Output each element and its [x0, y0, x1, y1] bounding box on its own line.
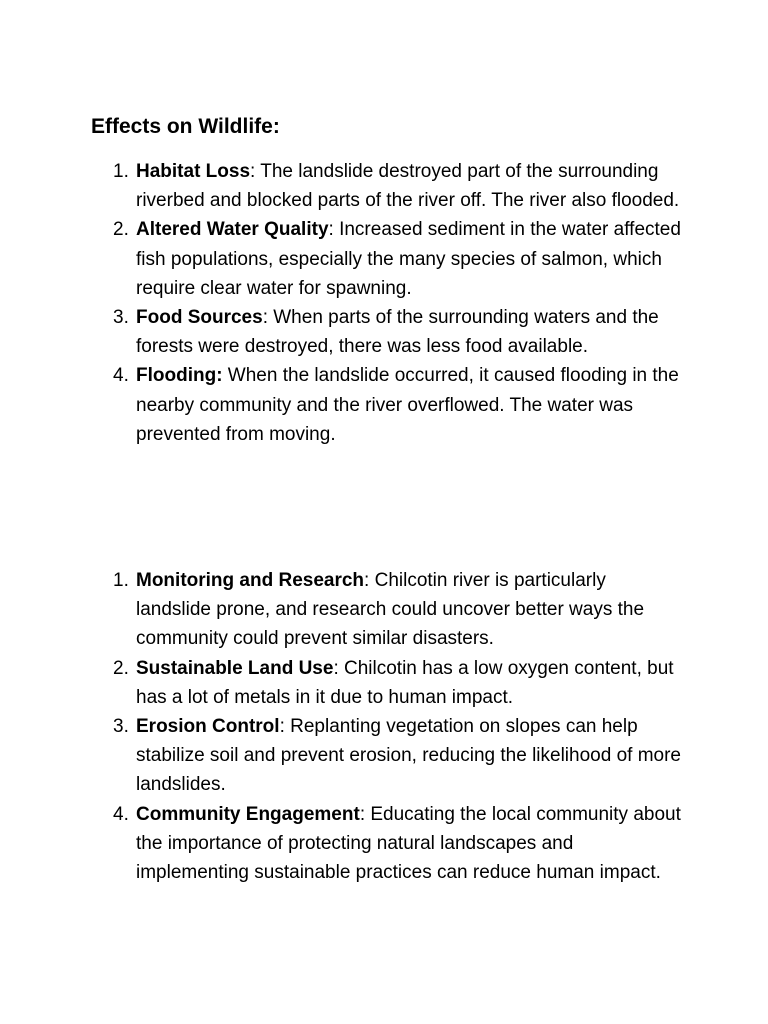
item-text: Chilcotin river is particularly landslide prone, and research could uncover better ways the community could prevent similar disasters.: [136, 570, 645, 650]
item-text: Replanting vegetation on slopes can help stabilize soil and prevent erosion, reducing the likelihood of more landslides.: [136, 716, 681, 796]
item-text: Educating the local community about the importance of protecting natural landscapes and implementing sustainable practices can reduce human impact.: [136, 803, 681, 884]
list-number: 1.: [113, 161, 129, 182]
list-number: 4.: [113, 803, 129, 825]
item-colon: :: [359, 803, 366, 825]
item-colon: :: [328, 219, 334, 241]
list-number: 2.: [113, 657, 129, 679]
item-term: Flooding:: [136, 365, 223, 387]
item-term: Monitoring and Research: [136, 570, 365, 591]
item-term: Habitat Loss: [136, 161, 251, 182]
item-term: Altered Water Quality: [136, 219, 329, 241]
item-text: The landslide destroyed part of the surrounding riverbed and blocked parts of the river off. The river also flooded.: [136, 161, 680, 212]
item-colon: :: [279, 716, 285, 738]
item-term: Food Sources: [136, 307, 263, 329]
list-item: [0, 712, 681, 800]
list-number: 3.: [113, 307, 129, 329]
item-colon: :: [333, 657, 339, 679]
list-item: [0, 800, 681, 888]
list-item: [0, 566, 681, 654]
list-number: 3.: [113, 716, 129, 738]
item-text: When the landslide occurred, it caused flooding in the nearby community and the river overflowed. The water was prevented from moving.: [136, 365, 679, 445]
list-item: [0, 654, 681, 712]
item-colon: :: [364, 570, 370, 591]
list-item: [0, 361, 681, 449]
item-colon: :: [250, 161, 256, 182]
list-number: 1.: [113, 570, 129, 591]
list-item: [0, 157, 681, 215]
item-text: When parts of the surrounding waters and the forests were destroyed, there was less food available.: [136, 307, 659, 358]
item-term: Community Engagement: [136, 803, 360, 825]
item-colon: :: [262, 307, 268, 329]
solutions-list: [0, 566, 768, 887]
item-term: Sustainable Land Use: [136, 657, 334, 679]
list-item: [0, 215, 681, 303]
section-heading: Effects on Wildlife:: [91, 115, 280, 138]
item-text: Chilcotin has a low oxygen content, but has a lot of metals in it due to human impact.: [136, 657, 674, 708]
item-text: Increased sediment in the water affected fish populations, especially the many species of salmon, which require clear water for spawning.: [136, 219, 681, 299]
item-term: Erosion Control: [136, 716, 280, 738]
effects-list: [0, 157, 768, 449]
list-number: 2.: [113, 219, 129, 241]
list-number: 4.: [113, 365, 129, 387]
list-item: [0, 303, 681, 361]
